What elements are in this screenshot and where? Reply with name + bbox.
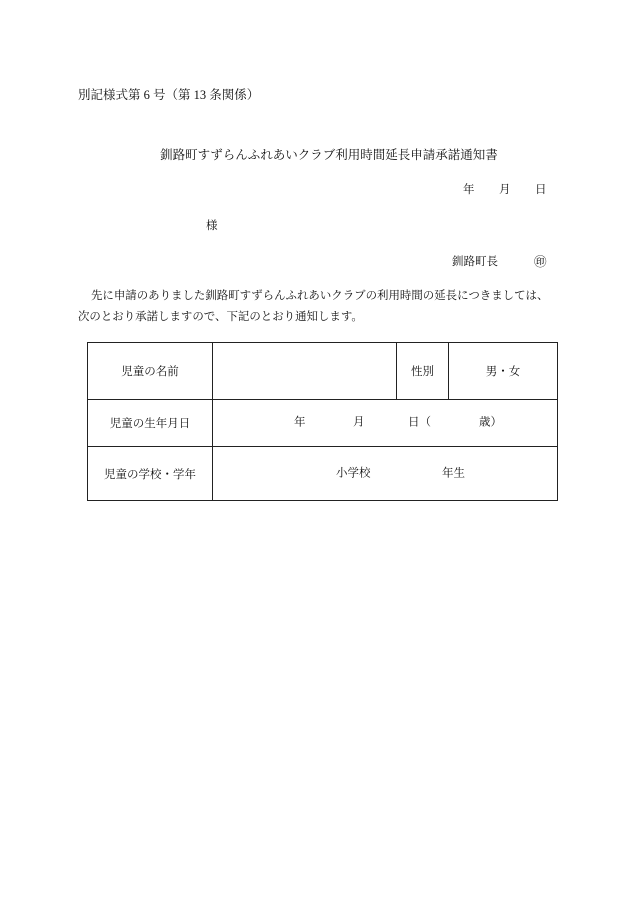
date-month-label: 月	[499, 184, 511, 196]
birth-value-cell	[213, 400, 558, 447]
name-label: 児童の名前	[121, 366, 179, 378]
body-text-line-2: 次のとおり承諾しますので、下記のとおり通知します。	[78, 311, 363, 323]
addressee-honorific: 様	[206, 220, 218, 232]
date-year-label: 年	[463, 184, 475, 196]
school-label-cell	[88, 447, 213, 501]
school-value-cell	[213, 447, 558, 501]
body-text-line-1: 先に申請のありました釧路町すずらんふれあいクラブの利用時間の延長につきましては、	[91, 290, 549, 302]
gender-label-cell	[397, 343, 449, 400]
document-title: 釧路町すずらんふれあいクラブ利用時間延長申請承諾通知書	[160, 148, 498, 162]
gender-label: 性別	[411, 366, 434, 378]
gender-value: 男・女	[485, 366, 521, 378]
date-day-label: 日	[535, 184, 547, 196]
school-suffix-label: 小学校	[336, 466, 371, 479]
table-row-school	[88, 447, 558, 501]
gender-value-cell	[449, 343, 558, 400]
name-label-cell	[88, 343, 213, 400]
birth-label: 児童の生年月日	[109, 418, 191, 430]
birth-label-cell	[88, 400, 213, 447]
form-number: 別記様式第 6 号（第 13 条関係）	[78, 88, 260, 102]
table-row-birthdate	[88, 400, 558, 447]
birth-year-label: 年	[294, 416, 306, 429]
seal-mark: ㊞	[534, 255, 547, 269]
school-label: 児童の学校・学年	[104, 468, 196, 481]
table-row-name	[88, 343, 558, 400]
name-value-cell	[213, 343, 397, 400]
birth-day-label: 日（	[408, 416, 431, 429]
child-info-table	[87, 342, 558, 501]
grade-suffix-label: 年生	[442, 466, 465, 479]
issuer-name: 釧路町長	[452, 256, 498, 268]
birth-month-label: 月	[353, 416, 365, 429]
birth-age-label: 歳）	[479, 416, 502, 429]
